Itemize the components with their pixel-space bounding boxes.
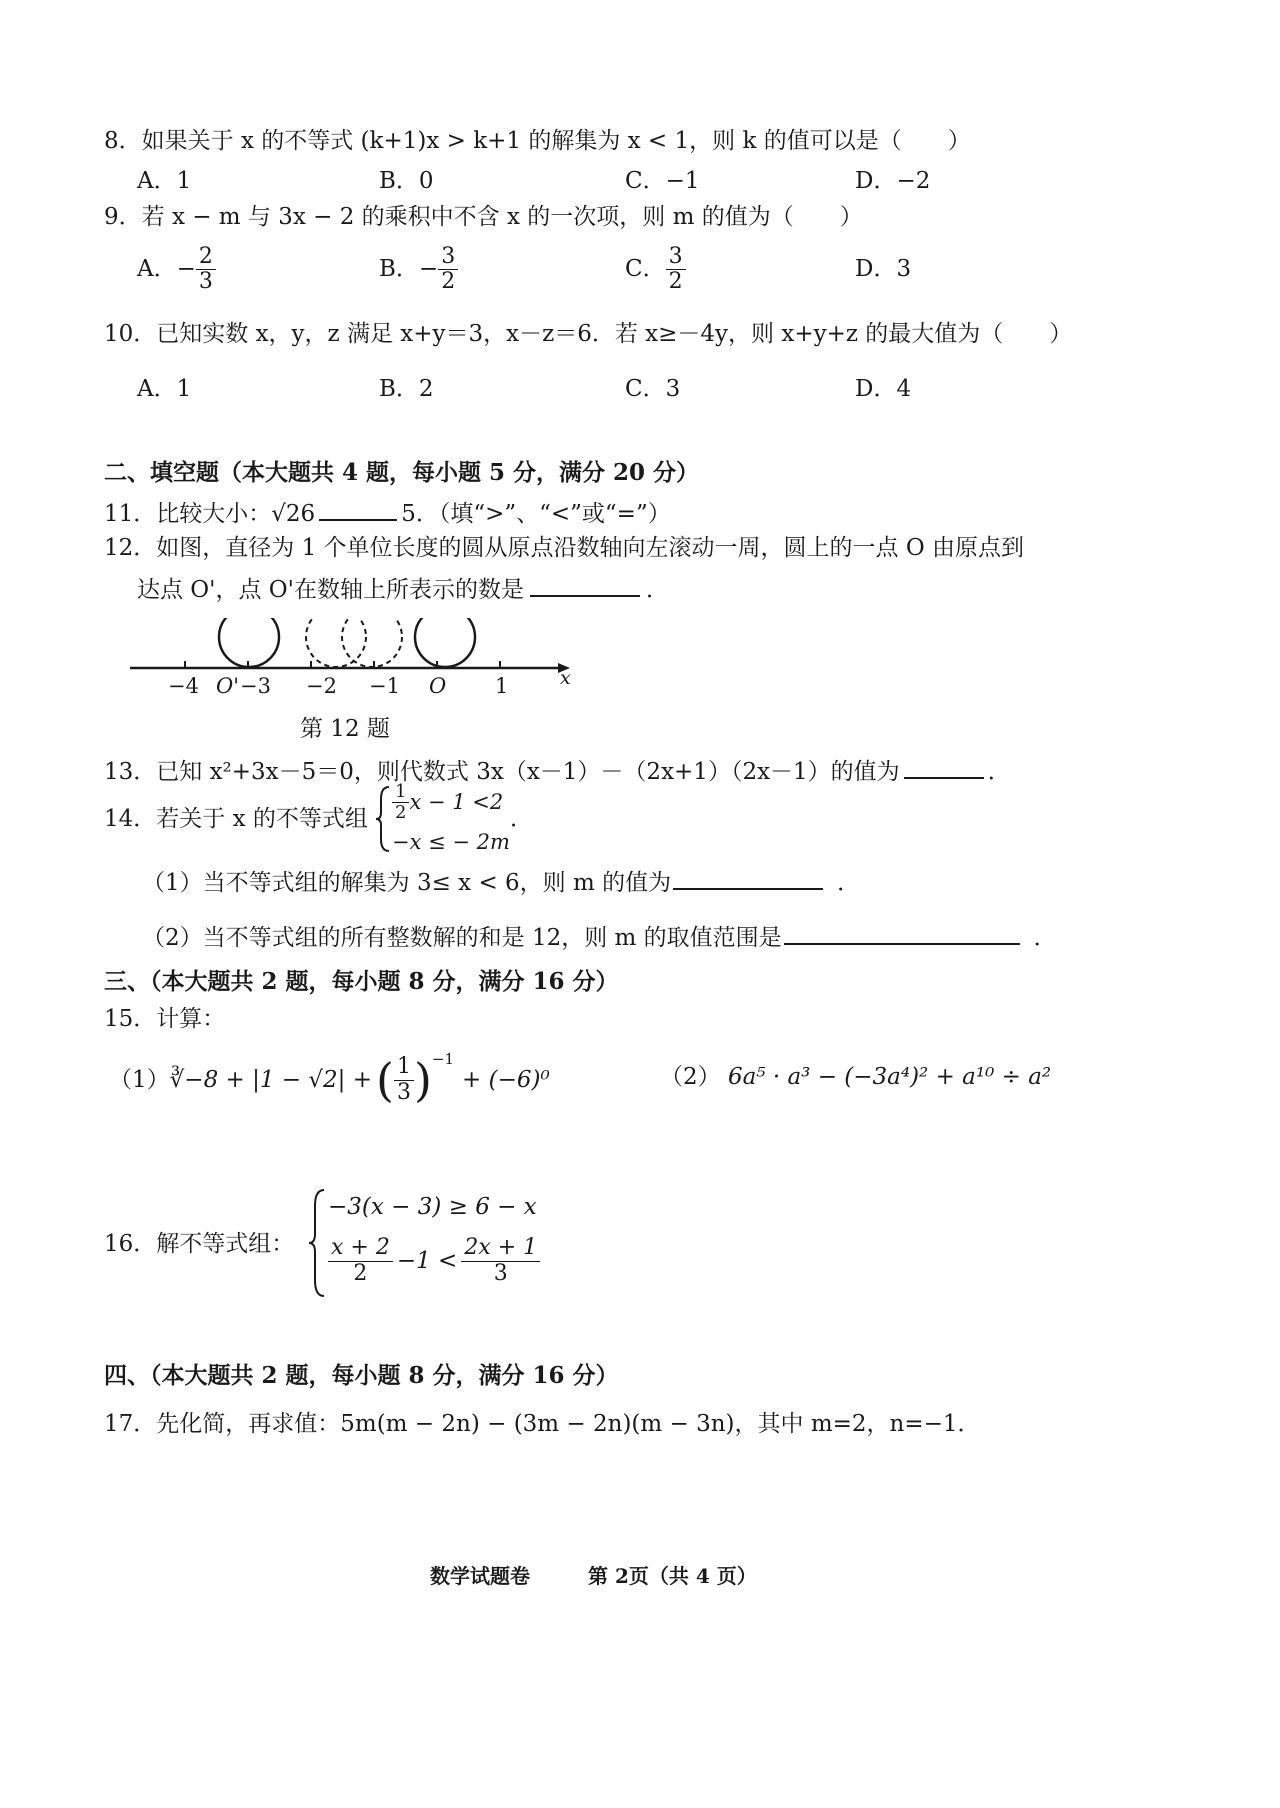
q14-part1-answer-blank[interactable]: [673, 868, 823, 890]
q11-answer-blank[interactable]: [319, 499, 397, 521]
tick-label-minus-3: −3: [240, 674, 271, 698]
q14-part1: [142, 868, 860, 895]
tick-label-minus-2: −2: [306, 674, 337, 698]
q8-option-d: D．−2: [855, 168, 931, 194]
q15-stem: 15．计算：: [104, 1006, 226, 1032]
q14-part2: [142, 923, 1057, 950]
q14-part2-end: ．: [1033, 925, 1057, 951]
q9-a-sign: −: [176, 256, 196, 283]
footer-subject: 数学试题卷: [430, 1564, 530, 1588]
q15-p1-left-paren: (: [376, 1053, 394, 1107]
q10-option-d: D．4: [855, 376, 912, 402]
section-4-title: 四、（本大题共 2 题，每小题 8 分，满分 16 分）: [104, 1362, 619, 1389]
axis-x-label: x: [560, 667, 571, 689]
q14-row1-rest: x − 1 <2: [409, 789, 504, 814]
q16-brace-icon: [308, 1188, 326, 1298]
q14-prefix: 14．若关于 x 的不等式组: [104, 806, 368, 832]
q9-option-b: [379, 245, 458, 294]
tick-label-minus-4: −4: [168, 674, 199, 698]
q10-option-a: A．1: [137, 376, 192, 402]
q15-p1-exponent: −1: [431, 1050, 455, 1068]
q14-row1-fraction: [392, 782, 409, 823]
q15-p1-frac-den: 3: [396, 1079, 411, 1105]
q13-text: 13．已知 x²+3x－5＝0，则代数式 3x（x－1）－（2x+1）（2x－1）的值为: [104, 759, 900, 785]
q10-stem: 10．已知实数 x，y，z 满足 x+y＝3，x－z＝6．若 x≥－4y，则 x+y+z 的最大值为（ ）: [104, 321, 1073, 347]
o-prime-label: O': [216, 674, 239, 698]
q15-p1-expr-a: ∛−8 + |1 − √2| +: [169, 1066, 372, 1093]
q14-row1-num: 1: [392, 782, 409, 803]
tick-label-minus-1: −1: [369, 674, 400, 698]
q15-p1-right-paren: ): [413, 1053, 432, 1107]
q12-line2-text: 达点 O'，点 O'在数轴上所表示的数是: [137, 577, 524, 603]
q15-p1-fraction: [394, 1055, 414, 1104]
q15-part2: [660, 1066, 1051, 1089]
q16-row2-num1: x + 2: [328, 1236, 393, 1261]
q9-c-den: 2: [668, 269, 683, 295]
q12-line2: [137, 575, 669, 602]
q12-line1: 12．如图，直径为 1 个单位长度的圆从原点沿数轴向左滚动一周，圆上的一点 O 由原点到: [104, 535, 1024, 561]
q11-suffix: 5．（填“>”、“<”或“=”）: [401, 501, 671, 527]
q16-row2-num2: 2x + 1: [461, 1236, 540, 1261]
q9-b-den: 2: [441, 269, 456, 295]
q11-prefix: 11．比较大小：√26: [104, 501, 316, 527]
q9-c-fraction: [666, 245, 686, 294]
q16-row2-frac2: [461, 1236, 540, 1285]
circle-rolling-dashed-2: [342, 618, 402, 667]
q14-part2-text: （2）当不等式组的所有整数解的和是 12，则 m 的取值范围是: [142, 925, 782, 951]
q12-answer-blank[interactable]: [530, 575, 640, 597]
q9-a-den: 3: [198, 269, 213, 295]
q9-a-label: A．: [137, 256, 177, 283]
q14-row1-den: 2: [395, 801, 407, 823]
q16-row2-den2: 3: [493, 1260, 508, 1286]
q13-end: ．: [987, 759, 1011, 785]
q15-p1-label: （1）: [109, 1066, 170, 1093]
q9-option-c: [625, 245, 686, 294]
q15-p2-label: （2）: [660, 1064, 721, 1090]
q14-row1: [392, 782, 503, 823]
q12-line2-end: ．: [645, 577, 669, 603]
q8-option-a: A．1: [137, 168, 192, 194]
q9-option-d: D．3: [855, 256, 912, 282]
q9-stem: 9．若 x − m 与 3x − 2 的乘积中不含 x 的一次项，则 m 的值为（ ）: [104, 204, 863, 230]
q15-part1: [109, 1050, 550, 1110]
q14-part1-end: ．: [837, 870, 861, 896]
q16-row2: [328, 1236, 540, 1286]
q8-option-b: B．0: [379, 168, 434, 194]
q14-part2-answer-blank[interactable]: [784, 923, 1020, 945]
q13-answer-blank[interactable]: [904, 757, 984, 779]
q11: [104, 499, 671, 526]
q16-row2-den1: 2: [353, 1260, 368, 1286]
origin-label: O: [429, 674, 447, 698]
q16-prefix: 16．解不等式组：: [104, 1231, 295, 1257]
circle-rolling-dashed-1: [306, 618, 366, 667]
q15-p1-expr-b: + (−6)⁰: [462, 1066, 550, 1093]
q9-b-num: 3: [438, 245, 458, 270]
q16-row2-frac1: [328, 1236, 393, 1285]
q9-b-fraction: [438, 245, 458, 294]
q15-p2-expr: 6a⁵ · a³ − (−3a⁴)² + a¹⁰ ÷ a²: [727, 1064, 1052, 1090]
q8-option-c: C．−1: [625, 168, 700, 194]
circle-start-position: [415, 618, 475, 667]
section-3-title: 三、（本大题共 2 题，每小题 8 分，满分 16 分）: [104, 968, 619, 995]
q16-row2-mid: −1 <: [396, 1247, 458, 1274]
q16-row1: −3(x − 3) ≥ 6 − x: [328, 1194, 537, 1220]
q8-stem: 8．如果关于 x 的不等式 (k+1)x > k+1 的解集为 x < 1，则 k 的值可以是（ ）: [104, 128, 971, 154]
q9-a-fraction: [196, 245, 216, 294]
circle-final-position: [219, 618, 279, 667]
q14-brace-icon: [375, 785, 391, 853]
q14-dot: ．: [510, 806, 533, 832]
q9-c-label: C．: [625, 256, 666, 283]
q9-b-label: B．: [379, 256, 419, 283]
section-2-title: 二、填空题（本大题共 4 题，每小题 5 分，满分 20 分）: [104, 459, 700, 486]
q9-c-num: 3: [666, 245, 686, 270]
q10-option-b: B．2: [379, 376, 434, 402]
q9-a-num: 2: [196, 245, 216, 270]
q10-option-c: C．3: [625, 376, 681, 402]
q14-part1-text: （1）当不等式组的解集为 3≤ x < 6，则 m 的值为: [142, 870, 672, 896]
tick-label-one: 1: [495, 674, 509, 698]
q13: [104, 757, 1011, 784]
q9-b-sign: −: [418, 256, 439, 283]
q14-row2: −x ≤ − 2m: [392, 830, 510, 854]
q15-p1-frac-num: 1: [394, 1055, 414, 1080]
q9-option-a: [137, 245, 216, 294]
q12-caption: 第 12 题: [300, 716, 390, 742]
q17: 17．先化简，再求值：5m(m − 2n) − (3m − 2n)(m − 3n)，其中 m=2，n=−1．: [104, 1411, 981, 1437]
footer-page-number: 第 2页（共 4 页）: [588, 1564, 757, 1588]
